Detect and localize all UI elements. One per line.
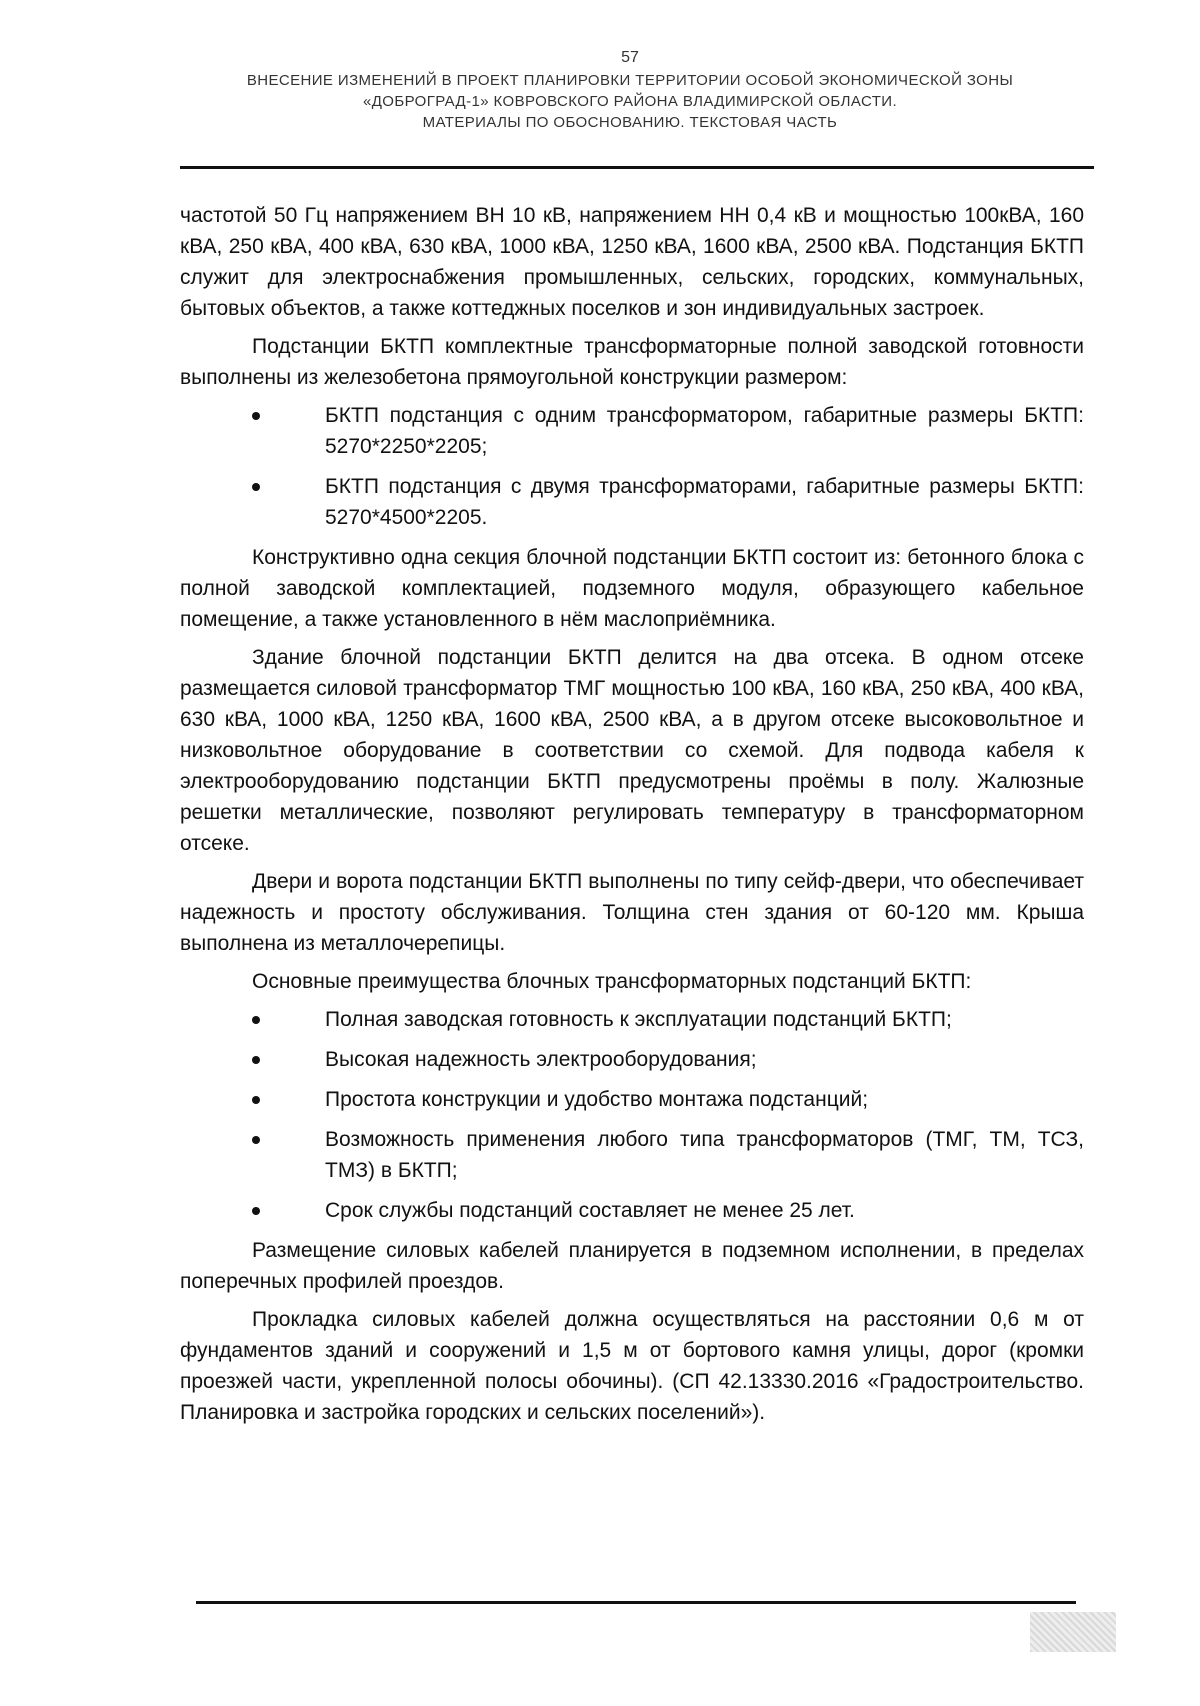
bullet-icon — [252, 1207, 260, 1215]
paragraph-cable-placement: Размещение силовых кабелей планируется в подземном исполнении, в пределах поперечных профилей проездов. — [180, 1239, 1084, 1293]
bullet-icon — [252, 1056, 260, 1064]
header-line-2: «ДОБРОГРАД-1» КОВРОВСКОГО РАЙОНА ВЛАДИМИРСКОЙ ОБЛАСТИ. — [362, 93, 898, 110]
paragraph-bktp-construction: Подстанции БКТП комплектные трансформаторные полной заводской готовности выполнены из железобетона прямоугольной конструкции размером: — [180, 335, 1084, 389]
document-body — [180, 200, 1084, 1435]
paragraph-doors: Двери и ворота подстанции БКТП выполнены по типу сейф-двери, что обеспечивает надежность и простоту обслуживания. Толщина стен здания от 60-120 мм. Крыша выполнена из металлочерепицы. — [180, 870, 1084, 955]
list-item-text: Высокая надежность электрооборудования; — [325, 1048, 757, 1071]
footer-divider — [196, 1601, 1076, 1604]
list-item-text: Простота конструкции и удобство монтажа подстанций; — [325, 1088, 869, 1111]
bullet-icon — [252, 483, 260, 491]
paragraph-compartments: Здание блочной подстанции БКТП делится на два отсека. В одном отсеке размещается силовой трансформатор ТМГ мощностью 100 кВА, 160 кВА, 250 кВА, 400 кВА, 630 кВА, 1000 кВА, 1250 кВА, 1600 кВА, 2500 кВА, а в другом отсеке высоковольтное и низковольтное оборудование в соответствии со схемой. Для подвода кабеля к электрооборудованию подстанции БКТП предусмотрены проёмы в полу. Жалюзные решетки металлические, позволяют регулировать температуру в трансформаторном отсеке. — [180, 646, 1084, 855]
list-item — [180, 400, 1084, 462]
list-item — [180, 1084, 1084, 1115]
list-item-text: Срок службы подстанций составляет не менее 25 лет. — [325, 1199, 855, 1222]
header-line-3: МАТЕРИАЛЫ ПО ОБОСНОВАНИЮ. ТЕКСТОВАЯ ЧАСТЬ — [422, 114, 838, 131]
paragraph-advantages-intro: Основные преимущества блочных трансформаторных подстанций БКТП: — [252, 970, 972, 993]
list-item — [180, 471, 1084, 533]
page-number: 57 — [621, 49, 639, 66]
advantages-list — [180, 1004, 1084, 1226]
paragraph-cable-distances: Прокладка силовых кабелей должна осуществляться на расстоянии 0,6 м от фундаментов зданий и сооружений и 1,5 м от бортового камня улицы, дорог (кромки проезжей части, укрепленной полосы обочины). (СП 42.13330.2016 «Градостроительство. Планировка и застройка городских и сельских поселений»). — [180, 1308, 1084, 1424]
paragraph-continuation: частотой 50 Гц напряжением ВН 10 кВ, напряжением НН 0,4 кВ и мощностью 100кВА, 160 кВА, 250 кВА, 400 кВА, 630 кВА, 1000 кВА, 1250 кВА, 1600 кВА, 2500 кВА. Подстанция БКТП служит для электроснабжения промышленных, сельских, городских, коммунальных, бытовых объектов, а также коттеджных поселков и зон индивидуальных застроек. — [180, 204, 1084, 320]
list-item-text: БКТП подстанция с двумя трансформаторами, габаритные размеры БКТП: 5270*4500*2205. — [325, 475, 1084, 529]
page-header — [170, 48, 1090, 133]
paragraph-section-structure: Конструктивно одна секция блочной подстанции БКТП состоит из: бетонного блока с полной заводской комплектацией, подземного модуля, образующего кабельное помещение, а также установленного в нём маслоприёмника. — [180, 546, 1084, 631]
header-line-1: ВНЕСЕНИЕ ИЗМЕНЕНИЙ В ПРОЕКТ ПЛАНИРОВКИ ТЕРРИТОРИИ ОСОБОЙ ЭКОНОМИЧЕСКОЙ ЗОНЫ — [246, 72, 1014, 89]
list-item-text: Возможность применения любого типа трансформаторов (ТМГ, ТМ, ТСЗ, ТМЗ) в БКТП; — [325, 1128, 1084, 1182]
bullet-icon — [252, 1016, 260, 1024]
list-item-text: Полная заводская готовность к эксплуатации подстанций БКТП; — [325, 1008, 952, 1031]
list-item — [180, 1044, 1084, 1075]
bullet-icon — [252, 1136, 260, 1144]
list-item — [180, 1195, 1084, 1226]
stamp-mark — [1030, 1612, 1116, 1652]
list-item-text: БКТП подстанция с одним трансформатором, габаритные размеры БКТП: 5270*2250*2205; — [325, 404, 1084, 458]
bullet-icon — [252, 412, 260, 420]
dimensions-list — [180, 400, 1084, 533]
list-item — [180, 1004, 1084, 1035]
bullet-icon — [252, 1096, 260, 1104]
header-divider — [180, 166, 1094, 169]
list-item — [180, 1124, 1084, 1186]
